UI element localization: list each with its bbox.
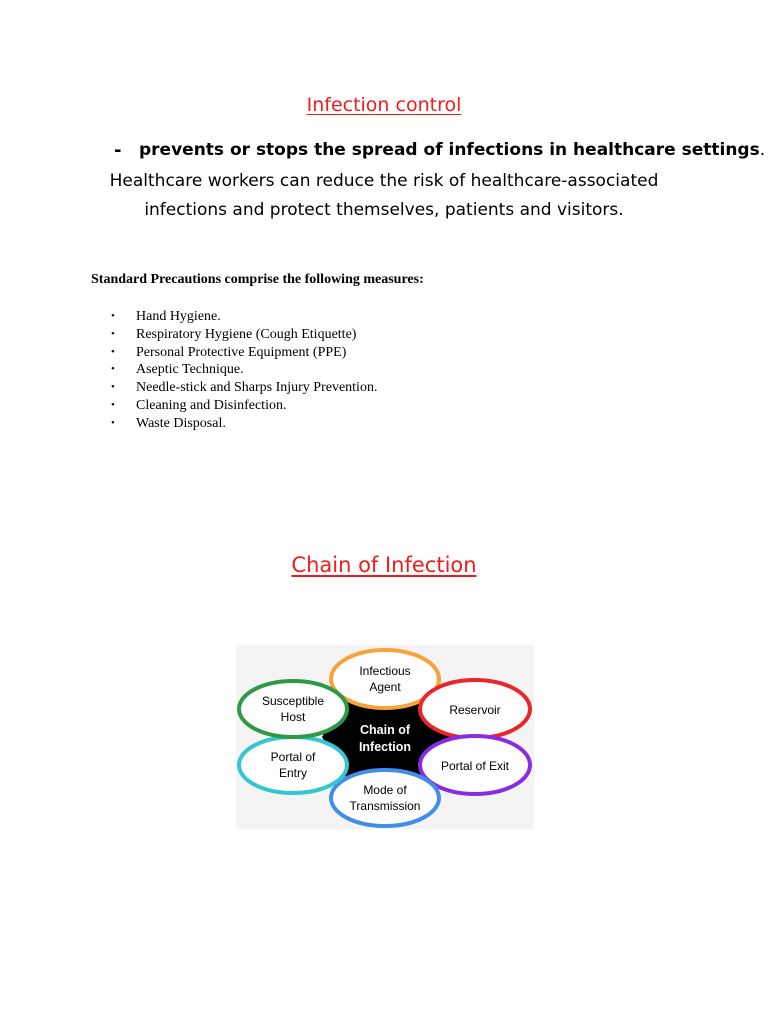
list-item-text: Respiratory Hygiene (Cough Etiquette) <box>136 326 357 342</box>
node-reservoir-line-1: Reservoir <box>449 703 501 717</box>
list-item <box>111 344 377 362</box>
list-item-text: Aseptic Technique. <box>136 362 244 378</box>
infection-control-heading: Infection control <box>306 94 462 116</box>
node-infectious-agent-line-1: Infectious <box>359 664 411 678</box>
node-portal-of-entry-line-1: Portal of <box>270 750 316 764</box>
list-item <box>111 361 377 379</box>
node-reservoir <box>420 680 530 738</box>
node-mode-of-transmission <box>331 770 439 826</box>
bullet-icon: • <box>111 381 115 394</box>
node-mode-of-transmission-line-1: Mode of <box>363 783 407 797</box>
definition-lead-text: prevents or stops the spread of infections in healthcare settings <box>139 140 760 160</box>
list-item-text: Personal Protective Equipment (PPE) <box>136 344 347 360</box>
definition-line-3: infections and protect themselves, patients and visitors. <box>144 200 624 220</box>
center-line-1: Chain of <box>360 723 410 737</box>
node-portal-of-entry-line-2: Entry <box>278 766 308 780</box>
bullet-icon: • <box>111 345 115 358</box>
node-mode-of-transmission-line-2: Transmission <box>349 799 421 813</box>
node-infectious-agent-line-2: Agent <box>369 680 401 694</box>
standard-precautions-list <box>111 308 377 433</box>
list-item <box>111 397 377 415</box>
chain-of-infection-diagram <box>236 645 534 829</box>
list-item <box>111 379 377 397</box>
bullet-icon: • <box>111 363 115 376</box>
definition-period: . <box>759 140 766 160</box>
bullet-icon: • <box>111 398 115 411</box>
definition-line-2: Healthcare workers can reduce the risk of healthcare-associated <box>109 171 659 191</box>
standard-precautions-heading: Standard Precautions comprise the following measures: <box>91 272 424 287</box>
bullet-icon: • <box>111 327 115 340</box>
bullet-icon: • <box>111 416 115 429</box>
node-portal-of-entry <box>239 737 347 793</box>
node-susceptible-host-line-2: Host <box>280 710 306 724</box>
definition-lead <box>139 140 765 160</box>
list-item-text: Needle-stick and Sharps Injury Prevention. <box>136 380 378 396</box>
chain-of-infection-heading: Chain of Infection <box>291 553 477 577</box>
node-portal-of-exit-line-1: Portal of Exit <box>440 759 510 773</box>
list-item <box>111 415 377 433</box>
node-susceptible-host-line-1: Susceptible <box>261 694 325 708</box>
definition-dash: - <box>114 140 122 161</box>
list-item <box>111 326 377 344</box>
list-item <box>111 308 377 326</box>
list-item-text: Cleaning and Disinfection. <box>136 397 287 413</box>
center-line-2: Infection <box>358 740 412 754</box>
node-susceptible-host <box>239 681 347 737</box>
bullet-icon: • <box>111 310 115 322</box>
list-item-text: Waste Disposal. <box>136 415 226 431</box>
node-portal-of-exit <box>420 736 530 794</box>
list-item-text: Hand Hygiene. <box>136 309 221 324</box>
